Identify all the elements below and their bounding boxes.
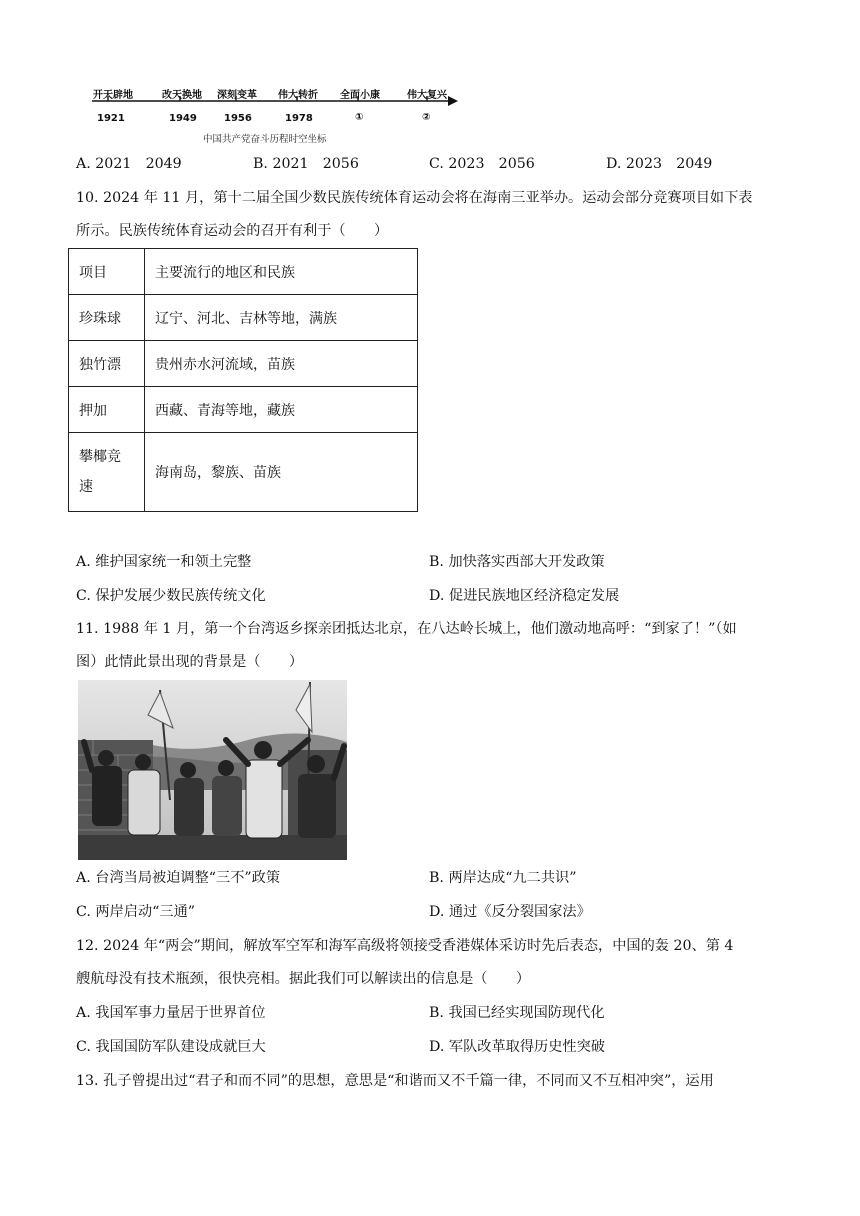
option-text: 军队改革取得历史性突破 [448, 1039, 605, 1055]
option-text: 保护发展少数民族传统文化 [95, 588, 266, 604]
option-text: 我国已经实现国防现代化 [448, 1005, 605, 1021]
timeline-year: 1956 [224, 113, 252, 124]
table-cell: 辽宁、河北、吉林等地，满族 [145, 295, 418, 341]
option-text: 维护国家统一和领土完整 [95, 554, 252, 570]
q11-option-c[interactable] [76, 902, 195, 922]
timeline-year: ① [355, 112, 364, 123]
timeline-year: 1978 [285, 113, 313, 124]
option-key: C. [429, 156, 444, 172]
q9-option-d[interactable] [606, 154, 712, 174]
option-key: B. [429, 554, 444, 570]
table-cell: 西藏、青海等地，藏族 [145, 387, 418, 433]
option-text: 促进民族地区经济稳定发展 [448, 588, 620, 604]
timeline-year: 1949 [169, 113, 197, 124]
option-text: 我国国防军队建设成就巨大 [95, 1039, 266, 1055]
table-cell [69, 433, 145, 512]
q9-option-c[interactable] [429, 154, 535, 174]
table-row [69, 387, 418, 433]
timeline-label: 伟大复兴 [407, 90, 447, 101]
q10-stem-line2: 所示。民族传统体育运动会的召开有利于（ ） [76, 223, 389, 239]
q11-option-d[interactable] [429, 902, 591, 922]
timeline-year: ② [422, 112, 431, 123]
table-cell: 押加 [69, 387, 145, 433]
q12-option-c[interactable] [76, 1037, 266, 1057]
cell-line: 速 [79, 479, 93, 495]
option-key: C. [76, 588, 91, 604]
cell-line: 攀椰竞 [79, 449, 121, 465]
timeline-label: 改天换地 [162, 90, 202, 101]
q10-option-b[interactable] [429, 552, 605, 572]
option-key: D. [429, 1039, 445, 1055]
timeline-caption: 中国共产党奋斗历程时空坐标 [203, 134, 327, 145]
table-row [69, 295, 418, 341]
option-key: C. [76, 904, 91, 920]
q11-option-b[interactable] [429, 868, 576, 888]
timeline-year: 1921 [97, 113, 125, 124]
option-key: B. [253, 156, 268, 172]
q13-stem-line1: 13. 孔子曾提出过“君子和而不同”的思想，意思是“和谐而又不千篇一律，不同而又不互相冲突”，运用 [76, 1073, 714, 1089]
table-header-row [69, 249, 418, 295]
option-key: D. [429, 588, 445, 604]
q11-stem-line2: 图）此情此景出现的背景是（ ） [76, 654, 304, 670]
q12-option-d[interactable] [429, 1037, 605, 1057]
option-text: 两岸达成“九二共识” [448, 870, 577, 886]
q9-option-b[interactable] [253, 154, 359, 174]
option-text: 2021 2049 [95, 156, 182, 172]
option-key: A. [76, 554, 91, 570]
q10-option-a[interactable] [76, 552, 251, 572]
q10-option-d[interactable] [429, 586, 619, 606]
option-text: 加快落实西部大开发政策 [448, 554, 605, 570]
table-row [69, 433, 418, 512]
q12-option-a[interactable] [76, 1003, 266, 1023]
q12-stem-line2: 艘航母没有技术瓶颈，很快亮相。据此我们可以解读出的信息是（ ） [76, 971, 531, 987]
table-row [69, 341, 418, 387]
q11-stem-line1: 11. 1988 年 1 月，第一个台湾返乡探亲团抵达北京，在八达岭长城上，他们激动地高呼：“到家了！”（如 [76, 621, 737, 637]
option-text: 通过《反分裂国家法》 [448, 904, 591, 920]
q10-stem-line1: 10. 2024 年 11 月，第十二届全国少数民族传统体育运动会将在海南三亚举办。运动会部分竞赛项目如下表 [76, 190, 753, 206]
option-key: B. [429, 870, 444, 886]
q12-stem-line1: 12. 2024 年“两会”期间，解放军空军和海军高级将领接受香港媒体采访时先后表态，中国的轰 20、第 4 [76, 938, 734, 954]
table-cell: 珍珠球 [69, 295, 145, 341]
q12-option-b[interactable] [429, 1003, 605, 1023]
table-cell: 贵州赤水河流域，苗族 [145, 341, 418, 387]
option-text: 两岸启动“三通” [95, 904, 196, 920]
option-text: 2023 2049 [625, 156, 713, 172]
great-wall-photo [78, 680, 347, 860]
option-key: D. [606, 156, 622, 172]
option-text: 2023 2056 [448, 156, 535, 172]
timeline-label: 深刻变革 [217, 90, 257, 101]
q11-option-a[interactable] [76, 868, 280, 888]
table-cell: 海南岛，黎族、苗族 [145, 433, 418, 512]
table-header-cell: 主要流行的地区和民族 [145, 249, 418, 295]
option-text: 我国军事力量居于世界首位 [95, 1005, 266, 1021]
timeline-label: 开天辟地 [93, 90, 133, 101]
option-key: A. [76, 870, 91, 886]
table-header-cell: 项目 [69, 249, 145, 295]
option-key: C. [76, 1039, 91, 1055]
option-text: 2021 2056 [272, 156, 359, 172]
q9-option-a[interactable] [76, 154, 182, 174]
table-cell: 独竹漂 [69, 341, 145, 387]
option-key: B. [429, 1005, 444, 1021]
option-key: A. [76, 1005, 91, 1021]
timeline-label: 全面小康 [340, 90, 380, 101]
q10-option-c[interactable] [76, 586, 266, 606]
option-key: D. [429, 904, 445, 920]
timeline-axis [88, 93, 460, 111]
q10-table [68, 248, 418, 512]
option-text: 台湾当局被迫调整“三不”政策 [95, 870, 281, 886]
option-key: A. [76, 156, 91, 172]
timeline-label: 伟大转折 [278, 90, 318, 101]
